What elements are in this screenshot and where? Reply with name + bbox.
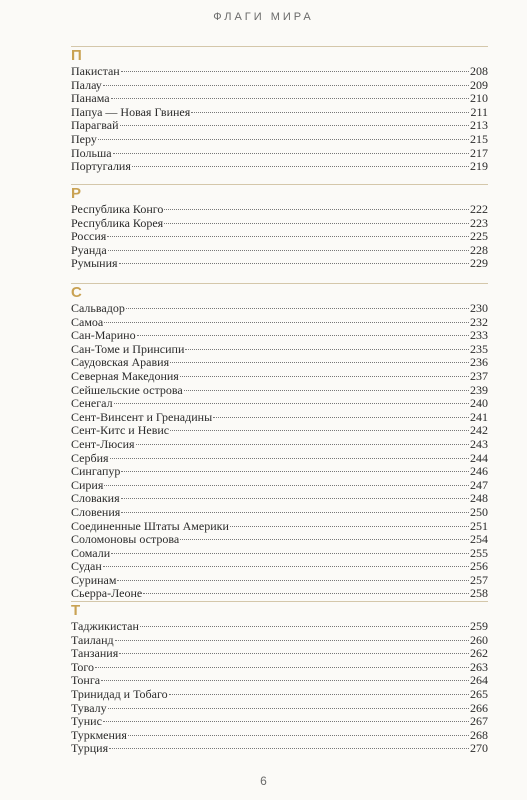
- entry-country-name: Португалия: [71, 159, 131, 174]
- entry-page-number: 259: [470, 619, 488, 633]
- toc-entry[interactable]: [71, 702, 488, 716]
- toc-entry[interactable]: [71, 217, 488, 231]
- section-letter: Р: [71, 185, 82, 202]
- entry-country-name: Сент-Люсия: [71, 436, 135, 451]
- entry-country-name: Соединенные Штаты Америки: [71, 518, 229, 533]
- dot-leader: [170, 430, 469, 431]
- entry-country-name: Сейшельские острова: [71, 382, 183, 397]
- dot-leader: [115, 640, 469, 641]
- toc-entry[interactable]: [71, 92, 488, 106]
- dot-leader: [191, 112, 469, 113]
- entry-page-number: 228: [470, 242, 488, 257]
- dot-leader: [103, 85, 469, 86]
- toc-entry[interactable]: [71, 119, 488, 133]
- toc-section-4: [71, 601, 488, 756]
- entry-page-number: 233: [470, 328, 488, 343]
- entry-country-name: Пакистан: [71, 64, 120, 78]
- entry-country-name: Словения: [71, 504, 121, 519]
- dot-leader: [121, 71, 469, 72]
- dot-leader: [164, 223, 469, 224]
- entry-country-name: Судан: [71, 559, 102, 574]
- entry-page-number: 248: [470, 491, 488, 506]
- toc-entry[interactable]: [71, 674, 488, 688]
- toc-entry[interactable]: [71, 742, 488, 756]
- entry-page-number: 263: [470, 659, 488, 674]
- toc-entry[interactable]: [71, 520, 488, 534]
- toc-entry[interactable]: [71, 244, 488, 258]
- entry-page-number: 230: [470, 301, 488, 315]
- entry-country-name: Румыния: [71, 256, 118, 271]
- entry-country-name: Перу: [71, 131, 97, 146]
- dot-leader: [111, 98, 469, 99]
- toc-section-2: [71, 184, 488, 271]
- entry-page-number: 247: [470, 477, 488, 492]
- entry-country-name: Словакия: [71, 491, 120, 506]
- toc-entry[interactable]: [71, 411, 488, 425]
- entry-page-number: 209: [470, 77, 488, 92]
- entry-page-number: 264: [470, 673, 488, 688]
- toc-entry[interactable]: [71, 587, 488, 601]
- dot-leader: [132, 166, 469, 167]
- entry-page-number: 240: [470, 396, 488, 411]
- toc-entry[interactable]: [71, 343, 488, 357]
- dot-leader: [119, 263, 469, 264]
- entry-country-name: Сент-Китс и Невис: [71, 423, 170, 438]
- entry-page-number: 246: [470, 464, 488, 479]
- entry-page-number: 265: [470, 686, 488, 701]
- entry-country-name: Суринам: [71, 572, 117, 587]
- entry-page-number: 244: [470, 450, 488, 465]
- section-letter: Т: [71, 602, 81, 619]
- toc-entry[interactable]: [71, 729, 488, 743]
- section-letter: П: [71, 47, 82, 64]
- entry-page-number: 256: [470, 559, 488, 574]
- entry-country-name: Сент-Винсент и Гренадины: [71, 409, 213, 424]
- dot-leader: [121, 471, 469, 472]
- entry-country-name: Таиланд: [71, 632, 114, 647]
- entry-page-number: 242: [470, 423, 488, 438]
- dot-leader: [109, 748, 469, 749]
- dot-leader: [114, 403, 469, 404]
- entry-page-number: 250: [470, 504, 488, 519]
- entry-page-number: 239: [470, 382, 488, 397]
- dot-leader: [110, 458, 469, 459]
- toc-entry[interactable]: [71, 492, 488, 506]
- entry-page-number: 258: [470, 586, 488, 601]
- toc-entry[interactable]: [71, 384, 488, 398]
- toc-entry[interactable]: [71, 133, 488, 147]
- toc-entry[interactable]: [71, 506, 488, 520]
- entry-page-number: 215: [470, 131, 488, 146]
- dot-leader: [103, 721, 469, 722]
- entry-country-name: Тувалу: [71, 700, 107, 715]
- entry-country-name: Сербия: [71, 450, 109, 465]
- entry-country-name: Сингапур: [71, 464, 121, 479]
- entry-country-name: Северная Македония: [71, 368, 179, 383]
- entry-country-name: Сан-Томе и Принсипи: [71, 341, 185, 356]
- dot-leader: [103, 566, 469, 567]
- toc-entry[interactable]: [71, 574, 488, 588]
- entry-country-name: Тунис: [71, 714, 102, 729]
- toc-entry[interactable]: [71, 547, 488, 561]
- toc-entry[interactable]: [71, 203, 488, 217]
- entry-country-name: Самоа: [71, 314, 104, 329]
- entry-country-name: Саудовская Аравия: [71, 355, 170, 370]
- dot-leader: [213, 417, 469, 418]
- dot-leader: [111, 553, 469, 554]
- dot-leader: [184, 390, 469, 391]
- dot-leader: [170, 362, 469, 363]
- toc-entry[interactable]: [71, 257, 488, 271]
- entry-page-number: 260: [470, 632, 488, 647]
- dot-leader: [121, 498, 469, 499]
- dot-leader: [140, 626, 469, 627]
- toc-entry[interactable]: [71, 106, 488, 120]
- entry-page-number: 255: [470, 545, 488, 560]
- entry-country-name: Таджикистан: [71, 619, 139, 633]
- entry-page-number: 266: [470, 700, 488, 715]
- section-divider: [71, 184, 488, 185]
- entry-page-number: 257: [470, 572, 488, 587]
- dot-leader: [119, 653, 469, 654]
- entry-page-number: 262: [470, 646, 488, 661]
- entry-country-name: Танзания: [71, 646, 119, 661]
- dot-leader: [180, 376, 469, 377]
- entry-country-name: Сан-Марино: [71, 328, 136, 343]
- dot-leader: [185, 349, 469, 350]
- toc-entry[interactable]: [71, 647, 488, 661]
- entry-page-number: 217: [470, 145, 488, 160]
- dot-leader: [107, 236, 469, 237]
- entry-page-number: 268: [470, 727, 488, 742]
- dot-leader: [137, 335, 469, 336]
- toc-entry[interactable]: [71, 356, 488, 370]
- entry-country-name: Сальвадор: [71, 301, 125, 315]
- entry-page-number: 213: [470, 118, 488, 133]
- toc-entry[interactable]: [71, 533, 488, 547]
- toc-entry[interactable]: [71, 715, 488, 729]
- entry-country-name: Того: [71, 659, 95, 674]
- entry-country-name: Палау: [71, 77, 102, 92]
- toc-entry[interactable]: [71, 661, 488, 675]
- entry-country-name: Туркмения: [71, 727, 127, 742]
- entry-country-name: Соломоновы острова: [71, 532, 180, 547]
- entry-country-name: Сенегал: [71, 396, 113, 411]
- entry-page-number: 235: [470, 341, 488, 356]
- entry-country-name: Тринидад и Тобаго: [71, 686, 168, 701]
- toc-entry[interactable]: [71, 424, 488, 438]
- toc-section-1: [71, 46, 488, 174]
- toc-entry[interactable]: [71, 688, 488, 702]
- dot-leader: [120, 125, 470, 126]
- toc-entry[interactable]: [71, 147, 488, 161]
- dot-leader: [169, 694, 469, 695]
- entry-page-number: 270: [470, 741, 488, 756]
- entry-page-number: 219: [470, 159, 488, 174]
- dot-leader: [128, 735, 469, 736]
- dot-leader: [180, 539, 469, 540]
- toc-section-3: [71, 283, 488, 601]
- entry-page-number: 222: [470, 202, 488, 216]
- entry-country-name: Парагвай: [71, 118, 119, 133]
- section-letter: С: [71, 284, 82, 301]
- section-divider: [71, 601, 488, 602]
- dot-leader: [104, 322, 469, 323]
- toc-entry[interactable]: [71, 370, 488, 384]
- toc-entry[interactable]: [71, 302, 488, 316]
- entry-page-number: 243: [470, 436, 488, 451]
- entry-country-name: Сомали: [71, 545, 111, 560]
- entry-country-name: Папуа — Новая Гвинея: [71, 104, 191, 119]
- entry-page-number: 236: [470, 355, 488, 370]
- toc-entry[interactable]: [71, 329, 488, 343]
- entry-page-number: 267: [470, 714, 488, 729]
- dot-leader: [104, 485, 469, 486]
- entry-page-number: 225: [470, 229, 488, 244]
- toc-entry[interactable]: [71, 560, 488, 574]
- toc-entry[interactable]: [71, 634, 488, 648]
- toc-entry[interactable]: [71, 465, 488, 479]
- toc-entry[interactable]: [71, 79, 488, 93]
- entry-page-number: 232: [470, 314, 488, 329]
- entry-page-number: 223: [470, 215, 488, 230]
- dot-leader: [108, 708, 469, 709]
- entry-page-number: 210: [470, 91, 488, 106]
- toc-entry[interactable]: [71, 65, 488, 79]
- section-divider: [71, 46, 488, 47]
- entry-country-name: Республика Конго: [71, 202, 164, 216]
- dot-leader: [143, 593, 469, 594]
- entry-country-name: Тонга: [71, 673, 101, 688]
- section-divider: [71, 283, 488, 284]
- entry-page-number: 254: [470, 532, 488, 547]
- page-number: 6: [260, 774, 267, 788]
- entry-country-name: Республика Корея: [71, 215, 164, 230]
- toc-entry[interactable]: [71, 230, 488, 244]
- entry-country-name: Польша: [71, 145, 112, 160]
- dot-leader: [101, 680, 469, 681]
- toc-entry[interactable]: [71, 316, 488, 330]
- toc-entry[interactable]: [71, 397, 488, 411]
- dot-leader: [117, 580, 469, 581]
- entry-page-number: 211: [470, 104, 488, 119]
- entry-page-number: 251: [470, 518, 488, 533]
- toc-entry[interactable]: [71, 452, 488, 466]
- dot-leader: [113, 153, 469, 154]
- dot-leader: [230, 526, 469, 527]
- toc-entry[interactable]: [71, 160, 488, 174]
- toc-entry[interactable]: [71, 620, 488, 634]
- entry-country-name: Турция: [71, 741, 109, 756]
- entry-page-number: 229: [470, 256, 488, 271]
- entry-country-name: Россия: [71, 229, 107, 244]
- entry-country-name: Панама: [71, 91, 110, 106]
- entry-page-number: 237: [470, 368, 488, 383]
- dot-leader: [136, 444, 469, 445]
- entry-country-name: Сьерра-Леоне: [71, 586, 143, 601]
- toc-entry[interactable]: [71, 438, 488, 452]
- page-header-title: ФЛАГИ МИРА: [213, 11, 314, 23]
- dot-leader: [95, 667, 469, 668]
- dot-leader: [108, 250, 469, 251]
- dot-leader: [98, 139, 469, 140]
- entry-country-name: Руанда: [71, 242, 107, 257]
- entry-page-number: 241: [470, 409, 488, 424]
- dot-leader: [121, 512, 469, 513]
- entry-page-number: 208: [470, 64, 488, 78]
- dot-leader: [126, 308, 469, 309]
- toc-entry[interactable]: [71, 479, 488, 493]
- entry-country-name: Сирия: [71, 477, 104, 492]
- dot-leader: [164, 209, 469, 210]
